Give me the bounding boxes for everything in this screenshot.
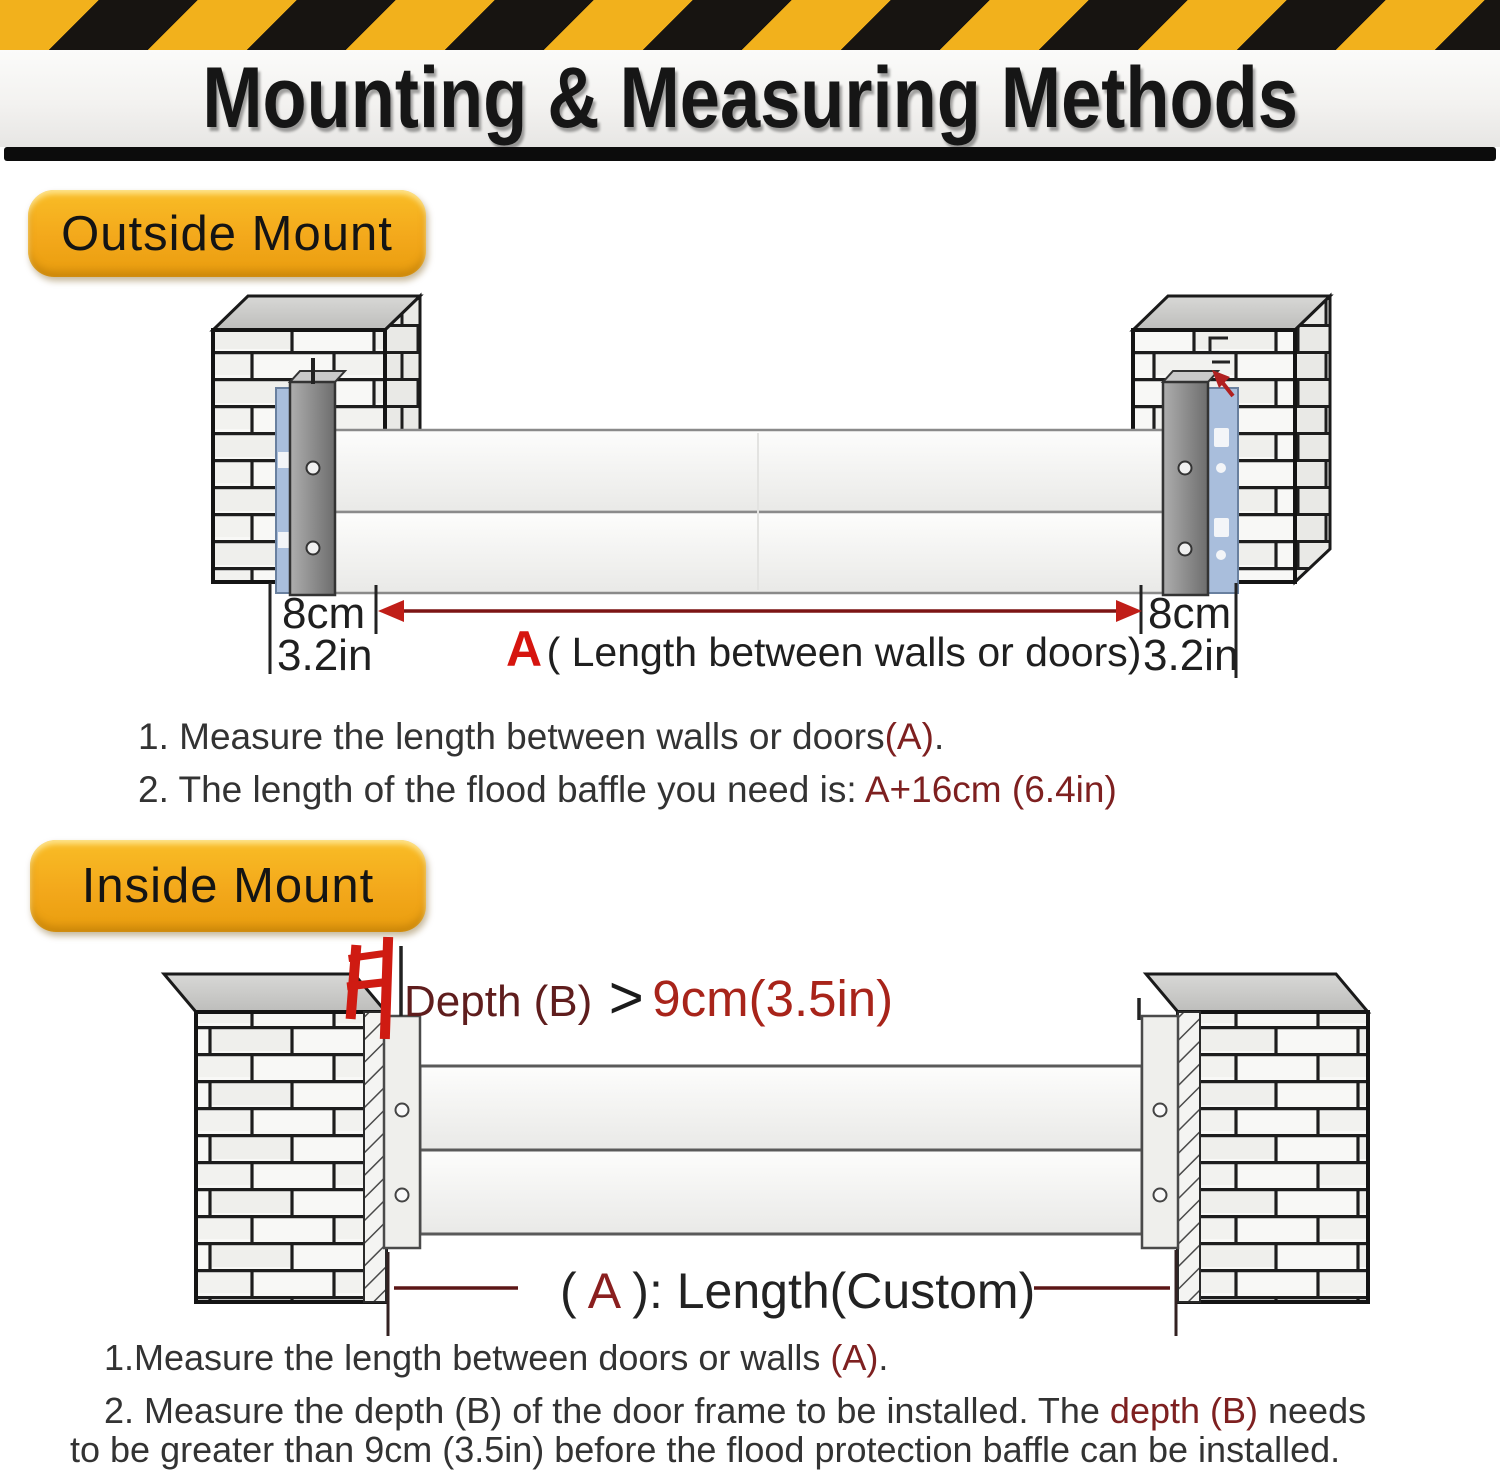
outside-mount-badge (28, 190, 426, 277)
dim-left-cm: 8cm (282, 589, 366, 638)
screw-hole-icon (307, 542, 320, 555)
outside-step-2: 2. The length of the flood baffle you need is: A+16cm (6.4in) (138, 769, 1117, 810)
title-divider (4, 147, 1496, 161)
inside-step-2-line-2: to be greater than 9cm (3.5in) before the flood protection baffle can be installed. (70, 1429, 1341, 1470)
inside-dimension (388, 1250, 1176, 1336)
screw-hole-icon (1154, 1104, 1167, 1117)
outside-mount-diagram (0, 270, 1500, 710)
depth-label: Depth (B) > 9cm(3.5in) (404, 964, 894, 1031)
screw-hole-icon (307, 462, 320, 475)
inside-right-pillar (1146, 974, 1368, 1302)
inside-left-pillar (164, 974, 386, 1302)
length-label: A ( Length between walls or doors) (506, 621, 1142, 677)
inside-flood-barrier-panels (420, 1066, 1142, 1234)
dim-right-in: 3.2in (1143, 631, 1239, 680)
inside-mount-diagram (0, 930, 1500, 1340)
page-title: Mounting & Measuring Methods (202, 50, 1298, 146)
outside-flood-barrier-panels (333, 430, 1163, 593)
seal-strip-right (1208, 388, 1238, 593)
hazard-stripe-banner (0, 0, 1500, 50)
screw-hole-icon (1179, 543, 1192, 556)
inside-right-bracket (1139, 998, 1178, 1248)
screw-hole-icon (1154, 1189, 1167, 1202)
arrow-head-right-icon (1116, 600, 1142, 622)
inside-mount-badge (30, 840, 426, 932)
title-band (0, 50, 1500, 147)
inside-step-2-line-1: 2. Measure the depth (B) of the door frame to be installed. The depth (B) needs (104, 1390, 1367, 1431)
outside-mount-badge-label: Outside Mount (61, 206, 393, 261)
outside-right-bracket (1163, 370, 1238, 595)
screw-hole-icon (396, 1189, 409, 1202)
inside-step-1: 1.Measure the length between doors or walls (A). (104, 1337, 889, 1378)
length-custom-label: ( A ): Length(Custom) (560, 1263, 1036, 1319)
outside-step-1: 1. Measure the length between walls or doors(A). (138, 716, 945, 757)
screw-hole-icon (1179, 462, 1192, 475)
screw-hole-icon (396, 1104, 409, 1117)
outside-dimension (270, 583, 1238, 680)
inside-mount-badge-label: Inside Mount (81, 859, 375, 913)
dim-right-cm: 8cm (1148, 589, 1232, 638)
outside-left-bracket (276, 358, 345, 595)
arrow-head-left-icon (378, 600, 404, 622)
dim-left-in: 3.2in (277, 631, 373, 680)
